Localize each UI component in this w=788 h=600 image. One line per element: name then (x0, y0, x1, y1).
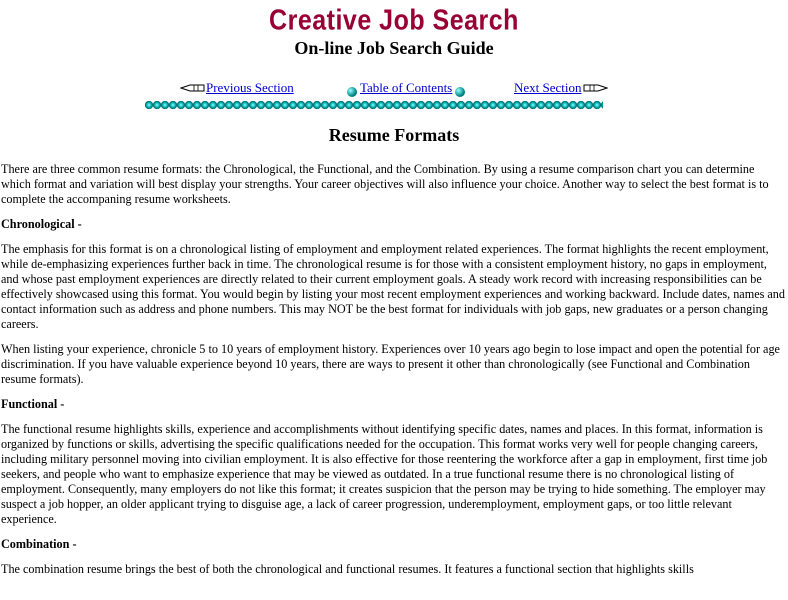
site-subtitle: On-line Job Search Guide (294, 38, 494, 58)
previous-section-link[interactable]: Previous Section (206, 80, 294, 95)
previous-section-group (180, 80, 294, 96)
toc-group (347, 79, 465, 97)
combination-heading: Combination - (1, 537, 77, 551)
section-navigation (0, 78, 788, 100)
next-section-link[interactable]: Next Section (514, 80, 582, 95)
bead-divider (145, 101, 603, 109)
article-body (1, 162, 787, 587)
functional-heading: Functional - (1, 397, 65, 411)
intro-paragraph: There are three common resume formats: the Chronological, the Functional, and the Combination. By using a resume comparison chart you can determine which format and variation will best display your strengths. Your career objectives will also influence your choice. Another way to select the best format is to complete the accompaning resume worksheets. (1, 162, 769, 206)
bullet-orb-icon (347, 87, 357, 97)
combination-paragraph: The combination resume brings the best of both the chronological and functional resumes. It features a functional section that highlights skills (1, 562, 694, 576)
page-title: Resume Formats (328, 125, 460, 145)
table-of-contents-link[interactable]: Table of Contents (360, 80, 453, 95)
pointing-hand-left-icon (180, 81, 206, 95)
pointing-hand-right-icon (582, 81, 608, 95)
chronological-heading: Chronological - (1, 217, 82, 231)
next-section-group (514, 80, 608, 96)
site-logo: Creative Job Search (269, 4, 519, 37)
functional-paragraph: The functional resume highlights skills, experience and accomplishments without identifying specific dates, names and places. In this format, information is organized by functions or skills, advertising the specific qualifications needed for the occupation. This format works very well for people changing careers, including military personnel moving into civilian employment. It is also effective for those reentering the workforce after a gap in employment, first time job seekers, and people who want to emphasize experience that may be viewed as outdated. In a true functional resume there is no chronological listing of employment. Consequently, many employers do not like this format; it creates suspicion that the person may be trying to hide something. The employer may suspect a job hopper, an older applicant trying to disguise age, a lack of career progression, underemployment, employment gaps, or too little relevant experience. (1, 422, 768, 526)
chronological-paragraph: When listing your experience, chronicle 5 to 10 years of employment history. Experiences over 10 years ago begin to lose impact and open the potential for age discrimination. If you have valuable experience beyond 10 years, there are ways to present it other than chronologically (see Functional and Combination resume formats). (1, 342, 780, 386)
chronological-paragraph: The emphasis for this format is on a chronological listing of employment and employment related experiences. The format highlights the recent employment, while de-emphasizing experiences further back in time. The chronological resume is for those with a consistent employment history, no gaps in employment, and whose past employment experiences are directly related to their current employment goals. A steady work record with increasing responsibilities can be effectively showcased using this format. You would begin by listing your most recent employment experiences and working backward. Include dates, names and contact information such as address and phone numbers. This may NOT be the best format for individuals with job gaps, new graduates or a person changing careers. (1, 242, 785, 331)
bullet-orb-icon (455, 87, 465, 97)
